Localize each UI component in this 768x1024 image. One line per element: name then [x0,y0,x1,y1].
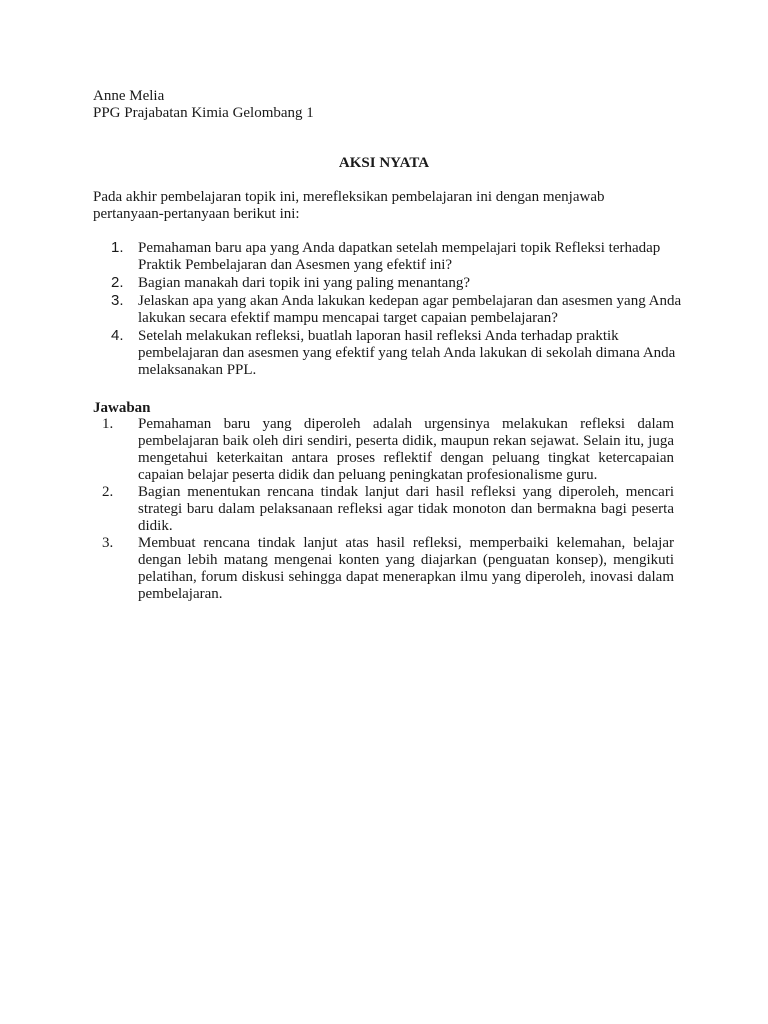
answer-text: Bagian menentukan rencana tindak lanjut dari hasil refleksi yang diperoleh, mencari strategi baru dalam pelaksanaan refleksi agar tidak monoton dan bermakna bagi peserta didik. [138,484,674,534]
question-text: Bagian manakah dari topik ini yang paling menantang? [138,275,470,291]
answer-text: Pemahaman baru yang diperoleh adalah urgensinya melakukan refleksi dalam pembelajaran baik oleh diri sendiri, peserta didik, maupun rekan sejawat. Selain itu, juga mengetahui keterkaitan antara proses reflektif dengan peluang tingkat ketercapaian capaian belajar peserta didik dan peluang peningkatan profesionalisme guru. [138,416,674,483]
question-number: 4. [111,327,124,344]
question-text: Pemahaman baru apa yang Anda dapatkan setelah mempelajari topik Refleksi terhadap Praktik Pembelajaran dan Asesmen yang efektif ini? [138,240,661,273]
answer-item [93,484,674,535]
answer-number: 3. [102,535,114,551]
question-item [93,293,683,327]
answer-list [93,416,674,603]
document-header [93,88,693,122]
question-text: Setelah melakukan refleksi, buatlah laporan hasil refleksi Anda terhadap praktik pembelajaran dan asesmen yang efektif yang telah Anda lakukan di sekolah dimana Anda melaksanakan PPL. [138,328,676,378]
question-item [93,328,683,379]
answer-text: Membuat rencana tindak lanjut atas hasil refleksi, memperbaiki kelemahan, belajar dengan lebih matang mengenai konten yang diajarkan (penguatan konsep), mengikuti pelatihan, forum diskusi sehingga dapat menerapkan ilmu yang diperoleh, inovasi dalam pembelajaran. [138,535,674,602]
answers-heading: Jawaban [93,400,151,416]
answer-item [93,535,674,603]
answer-number: 1. [102,416,114,432]
answer-number: 2. [102,484,114,500]
question-number: 2. [111,274,124,291]
document-title: AKSI NYATA [338,155,430,171]
question-text: Jelaskan apa yang akan Anda lakukan kedepan agar pembelajaran dan asesmen yang Anda lakukan secara efektif mampu mencapai target capaian pembelajaran? [138,293,682,326]
author-name: Anne Melia [93,88,165,104]
question-list [93,240,683,380]
intro-paragraph: Pada akhir pembelajaran topik ini, merefleksikan pembelajaran ini dengan menjawab pertanyaan-pertanyaan berikut ini: [93,189,605,222]
question-number: 3. [111,292,124,309]
program-name: PPG Prajabatan Kimia Gelombang 1 [93,105,314,121]
answer-item [93,416,674,484]
question-item [93,240,683,274]
question-item [93,275,683,292]
question-number: 1. [111,239,124,256]
